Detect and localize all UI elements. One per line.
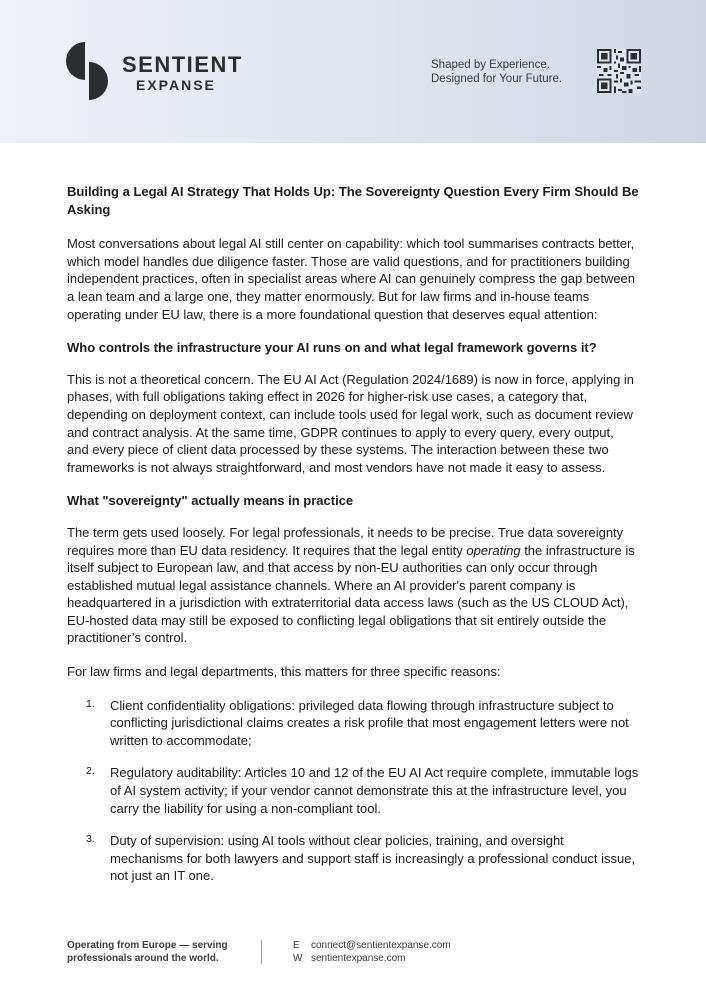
regulation-paragraph: This is not a theoretical concern. The EU AI Act (Regulation 2024/1689) is now in force, applying in phases, with full obligations taking effect in 2026 for higher-risk use cases, a category that, depending on deployment context, can include tools used for legal work, such as document review and contract analysis. At the same time, GDPR continues to apply to every query, every output, and every piece of client data processed by these systems. The interaction between these two frameworks is not always straightforward, and most vendors have not made it easy to assess.	[67, 371, 635, 475]
qr-code-icon[interactable]	[597, 49, 641, 93]
sovereignty-paragraph	[67, 524, 639, 647]
sovereignty-text-b: the infrastructure is itself subject to European law, and that access by non-EU authorities can only occur through established mutual legal assistance channels. Where an AI provider's parent company is headquartered in a jurisdiction with extraterritorial data access laws (such as the US CLOUD Act), EU-hosted data may still be exposed to conflicting legal obligations that sit entirely outside the practitioner’s control.	[67, 542, 635, 646]
list-item-number: 2.	[86, 765, 95, 778]
email-link[interactable]: connect@sentientexpanse.com	[311, 940, 451, 951]
footer-email-row	[293, 940, 451, 953]
sovereignty-text-a: The term gets used loosely. For legal professionals, it needs to be precise. True data sovereignty requires more than EU data residency. It requires that the legal entity	[67, 524, 624, 558]
list-item-number: 1.	[86, 697, 95, 710]
brand-subname: EXPANSE	[136, 77, 216, 93]
brand-logo-icon	[66, 42, 108, 100]
footer-divider	[261, 940, 262, 964]
list-item-text: Regulatory auditability: Articles 10 and 12 of the EU AI Act require complete, immutable logs of AI system activity; if your vendor cannot demonstrate this at the infrastructure level, you carry the liability for using a non-compliant tool.	[110, 765, 639, 816]
article-title: Building a Legal AI Strategy That Holds Up: The Sovereignty Question Every Firm Should Be Asking	[67, 184, 639, 217]
footer-line-1: Operating from Europe — serving	[67, 940, 228, 951]
list-item	[67, 832, 639, 885]
reasons-intro: For law firms and legal departments, this matters for three specific reasons:	[67, 664, 501, 680]
article-body	[67, 183, 639, 900]
list-item	[67, 764, 639, 817]
footer-line-2: professionals around the world.	[67, 952, 219, 964]
tagline	[431, 58, 562, 86]
web-label: W	[293, 952, 303, 964]
sovereignty-subheading: What "sovereignty" actually means in practice	[67, 493, 354, 509]
list-item-number: 3.	[86, 833, 95, 846]
list-item-text: Client confidentiality obligations: privileged data flowing through infrastructure subject to conflicting jurisdictional claims creates a risk profile that most engagement letters were not written to accommodate;	[110, 697, 629, 748]
tagline-line-1: Shaped by Experience.	[431, 59, 550, 71]
footer-contacts	[293, 940, 451, 965]
footer-web-row	[293, 953, 451, 966]
brand-name: SENTIENT	[122, 52, 243, 77]
footer-statement	[67, 940, 228, 965]
page-header	[0, 0, 706, 143]
reasons-list	[67, 697, 639, 885]
list-item-text: Duty of supervision: using AI tools without clear policies, training, and oversight mechanisms for both lawyers and support staff is increasingly a professional conduct issue, not just an IT one.	[110, 833, 636, 884]
website-link[interactable]: sentientexpanse.com	[311, 952, 406, 964]
tagline-line-2: Designed for Your Future.	[431, 73, 563, 85]
sovereignty-text-emphasis: operating	[466, 542, 521, 558]
list-item	[67, 697, 639, 750]
intro-paragraph: Most conversations about legal AI still center on capability: which tool summarises contracts better, which model handles due diligence faster. Those are valid questions, and for practitioners building independent practices, often in specialist areas where AI can genuinely compress the gap between a lean team and a large one, they matter enormously. But for law firms and in-house teams operating under EU law, there is a more foundational question that deserves equal attention:	[67, 236, 636, 322]
key-question-heading: Who controls the infrastructure your AI runs on and what legal framework governs it?	[67, 340, 597, 356]
email-label: E	[293, 940, 300, 951]
